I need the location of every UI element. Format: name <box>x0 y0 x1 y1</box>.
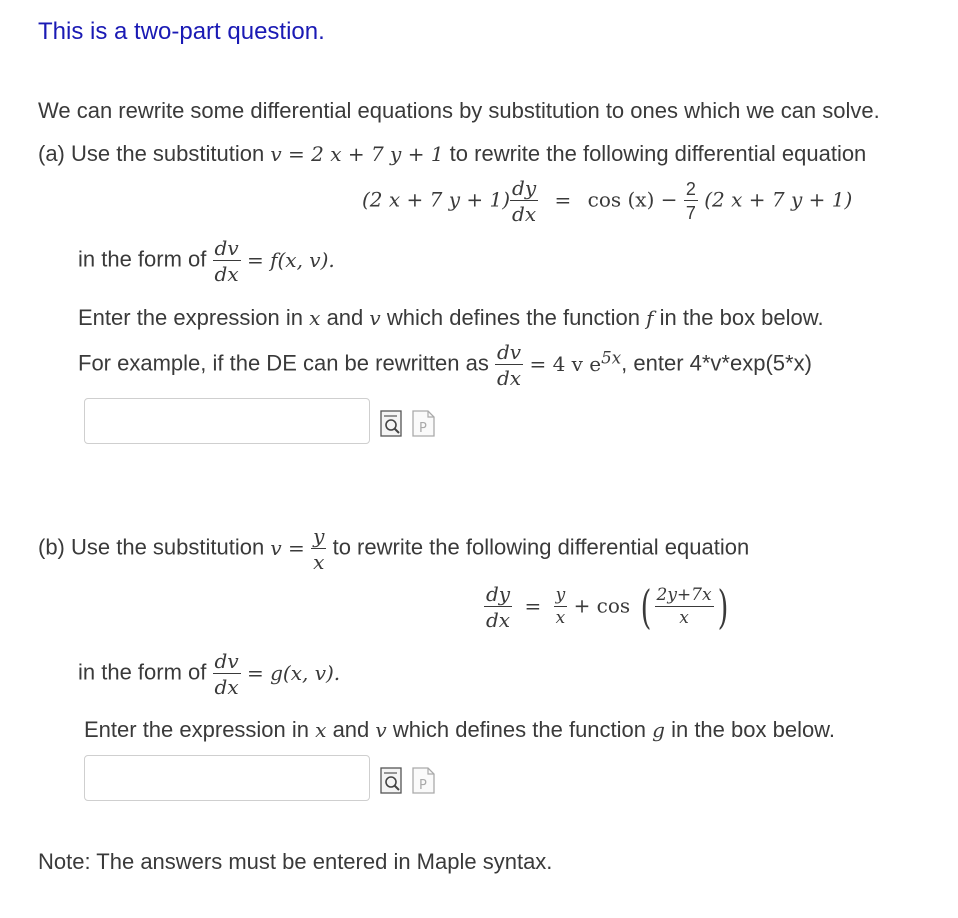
eq-b-equals: = <box>524 593 542 618</box>
part-a-form-rhs: = f(x, v). <box>246 247 335 272</box>
part-a-instruction <box>38 141 866 167</box>
svg-text:P: P <box>419 778 427 793</box>
part-a-answer-input[interactable] <box>84 398 370 444</box>
part-a-var-x: x <box>309 306 321 330</box>
part-a-example-lead: For example, if the DE can be rewritten as <box>78 350 489 376</box>
eq-a-frac-den: 7 <box>684 200 698 222</box>
part-a-example-dv: dv <box>496 340 522 364</box>
part-b-instruction <box>38 526 749 572</box>
part-a-dvdx <box>213 238 241 284</box>
part-a-example <box>78 342 812 388</box>
part-a-example-eq <box>495 340 622 390</box>
help-icon[interactable] <box>412 410 436 438</box>
eq-b-dy: dy <box>486 582 511 606</box>
help-icon[interactable] <box>412 767 436 795</box>
part-b-dv: dv <box>214 649 239 673</box>
part-a-var-v: v <box>369 306 381 330</box>
part-b-form-label: in the form of <box>78 659 207 685</box>
part-a-enter-1: Enter the expression in <box>78 305 304 330</box>
part-b-sub-num: y <box>313 524 325 548</box>
part-a-form-label: in the form of <box>78 246 207 272</box>
part-a-enter-and: and <box>326 305 364 330</box>
part-b-sub-frac <box>311 526 326 572</box>
part-b-dvdx <box>213 651 241 697</box>
part-b-func: g <box>652 718 665 742</box>
part-b-sub-den: x <box>311 548 326 572</box>
eq-b-frac-num: y <box>555 585 566 605</box>
maple-note: Note: The answers must be entered in Maple syntax. <box>38 849 553 874</box>
part-b-lead: (b) Use the substitution <box>38 534 265 560</box>
eq-a-rhs-tail: (2 x + 7 y + 1) <box>704 187 853 212</box>
part-a-example-exp: 5x <box>601 347 622 367</box>
eq-a-dydx <box>510 178 538 224</box>
part-a-dx: dx <box>213 260 241 284</box>
part-a-example-rhs: = 4 v e <box>529 351 602 376</box>
eq-b-arg-den: x <box>655 606 714 627</box>
eq-b-dx: dx <box>484 606 512 630</box>
part-a-enter-instruction <box>78 305 824 331</box>
part-b-enter-and: and <box>332 717 370 742</box>
part-a-lead: (a) Use the substitution <box>38 141 265 166</box>
eq-b-arg <box>655 587 714 627</box>
part-b-enter-instruction <box>84 717 835 743</box>
part-a-example-tail: , enter 4*v*exp(5*x) <box>621 350 812 376</box>
part-b-enter-2: which defines the function <box>392 717 647 742</box>
eq-b-frac <box>554 587 568 627</box>
part-a-example-dx: dx <box>495 364 523 388</box>
eq-b-plus-cos: + cos <box>573 593 631 618</box>
part-a-enter-2: which defines the function <box>386 305 641 330</box>
part-b-substitution <box>270 524 326 574</box>
part-a-substitution: v = 2 x + 7 y + 1 <box>270 142 444 166</box>
part-a-after-sub: to rewrite the following differential equation <box>449 141 867 166</box>
part-b-var-v: v <box>375 718 387 742</box>
part-a-dv: dv <box>214 236 239 260</box>
eq-a-frac <box>684 180 698 222</box>
svg-text:P: P <box>419 421 427 436</box>
part-a-func: f <box>646 306 654 330</box>
part-b-var-x: x <box>315 718 327 742</box>
part-b-enter-1: Enter the expression in <box>84 717 310 742</box>
eq-b-frac-den: x <box>554 606 568 627</box>
part-b-after-sub: to rewrite the following differential equation <box>332 534 750 560</box>
eq-a-dy: dy <box>512 176 537 200</box>
eq-b-rparen: ) <box>717 580 728 634</box>
question-header: This is a two-part question. <box>38 18 325 45</box>
eq-a-frac-num: 2 <box>685 179 696 199</box>
eq-a-lhs-factor: (2 x + 7 y + 1) <box>362 187 511 212</box>
part-a-enter-3: in the box below. <box>659 305 824 330</box>
part-b-answer-input[interactable] <box>84 755 370 801</box>
eq-b-dydx <box>484 584 512 630</box>
part-b-form-rhs: = g(x, v). <box>246 660 341 685</box>
part-a-form <box>78 238 335 284</box>
part-a-form-eq <box>213 236 335 286</box>
eq-a-equals: = <box>554 187 572 212</box>
eq-a-rhs-cos: cos (x) − <box>587 187 678 212</box>
eq-a-dx: dx <box>510 200 538 224</box>
eq-b-lparen: ( <box>640 580 651 634</box>
question-intro: We can rewrite some differential equations by substitution to ones which we can solve. <box>38 98 880 123</box>
preview-icon[interactable] <box>380 767 404 795</box>
part-b-form-eq <box>213 649 341 699</box>
part-b-form <box>78 651 340 697</box>
part-b-equation <box>484 580 732 634</box>
part-b-sub-lhs: v = <box>270 535 305 560</box>
preview-icon[interactable] <box>380 410 404 438</box>
eq-b-arg-num: 2y+7x <box>656 585 712 605</box>
part-b-enter-3: in the box below. <box>671 717 835 742</box>
part-b-dx: dx <box>213 673 241 697</box>
part-a-example-dvdx <box>495 342 523 388</box>
part-a-equation <box>362 178 852 224</box>
